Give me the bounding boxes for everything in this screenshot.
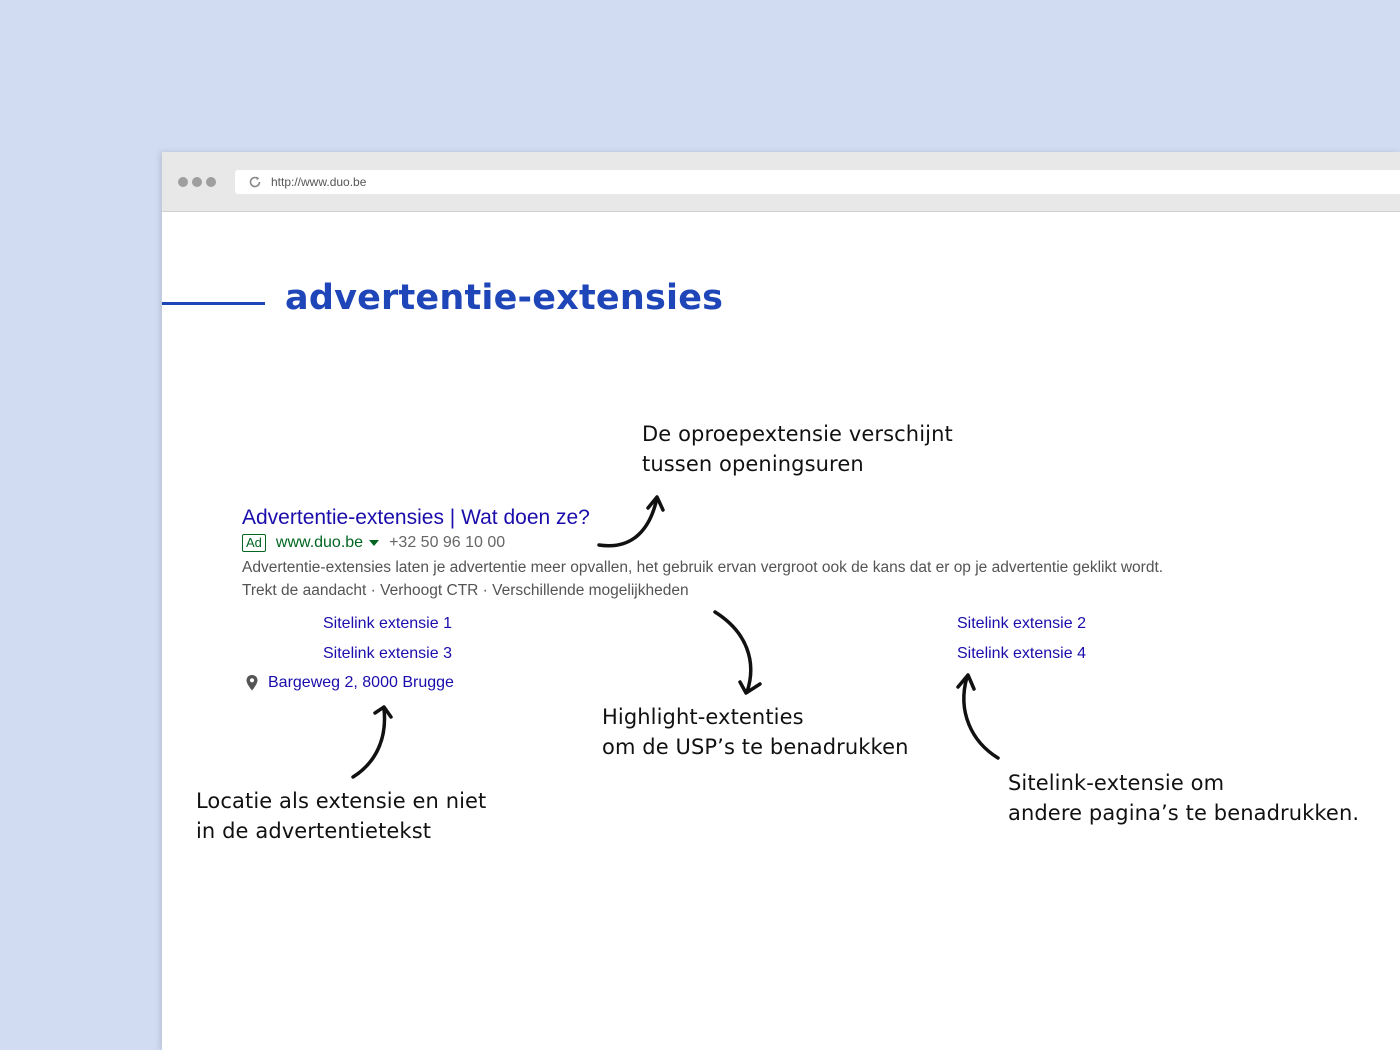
url-text[interactable]: http://www.duo.be	[271, 175, 367, 189]
sitelink-3[interactable]: Sitelink extensie 3	[323, 645, 452, 662]
arrow-sitelink-icon	[958, 675, 998, 758]
sitelink-4[interactable]: Sitelink extensie 4	[957, 645, 1086, 662]
reload-icon[interactable]	[248, 175, 262, 189]
address-bar[interactable]	[235, 170, 1400, 194]
ad-callout-extensions: Trekt de aandacht · Verhoogt CTR · Verschillende mogelijkheden	[242, 582, 689, 599]
sitelink-1[interactable]: Sitelink extensie 1	[323, 615, 452, 632]
page-title: advertentie-extensies	[285, 278, 724, 318]
window-dot[interactable]	[192, 177, 202, 187]
annotation-call-extension: De oproepextensie verschijnt tussen openingsuren	[642, 422, 953, 476]
ad-call-extension[interactable]: +32 50 96 10 00	[389, 534, 506, 551]
ad-display-url[interactable]: www.duo.be	[275, 534, 364, 551]
map-pin-icon	[245, 674, 259, 692]
annotation-highlight-extension: Highlight-extenties om de USP’s te benadrukken	[602, 705, 909, 759]
arrow-call-icon	[599, 497, 663, 546]
ad-badge: Ad	[242, 534, 266, 552]
window-dot[interactable]	[178, 177, 188, 187]
location-extension[interactable]: Bargeweg 2, 8000 Brugge	[268, 674, 454, 691]
ad-description: Advertentie-extensies laten je advertentie meer opvallen, het gebruik ervan vergroot ook de kans dat er op je advertentie geklikt wordt.	[242, 559, 1164, 576]
window-controls	[178, 177, 216, 187]
sitelink-2[interactable]: Sitelink extensie 2	[957, 615, 1086, 632]
title-rule	[162, 302, 265, 305]
ad-headline-link[interactable]: Advertentie-extensies | Wat doen ze?	[242, 506, 590, 529]
annotation-sitelink-extension: Sitelink-extensie om andere pagina’s te benadrukken.	[1008, 771, 1360, 825]
annotation-location-extension: Locatie als extensie en niet in de advertentietekst	[196, 789, 487, 843]
dropdown-caret-icon[interactable]	[369, 540, 379, 546]
ad-url-line	[242, 534, 505, 552]
arrow-highlight-icon	[715, 612, 760, 693]
arrow-location-icon	[353, 707, 391, 777]
browser-toolbar	[162, 152, 1400, 212]
browser-window	[162, 152, 1400, 1050]
window-dot[interactable]	[206, 177, 216, 187]
